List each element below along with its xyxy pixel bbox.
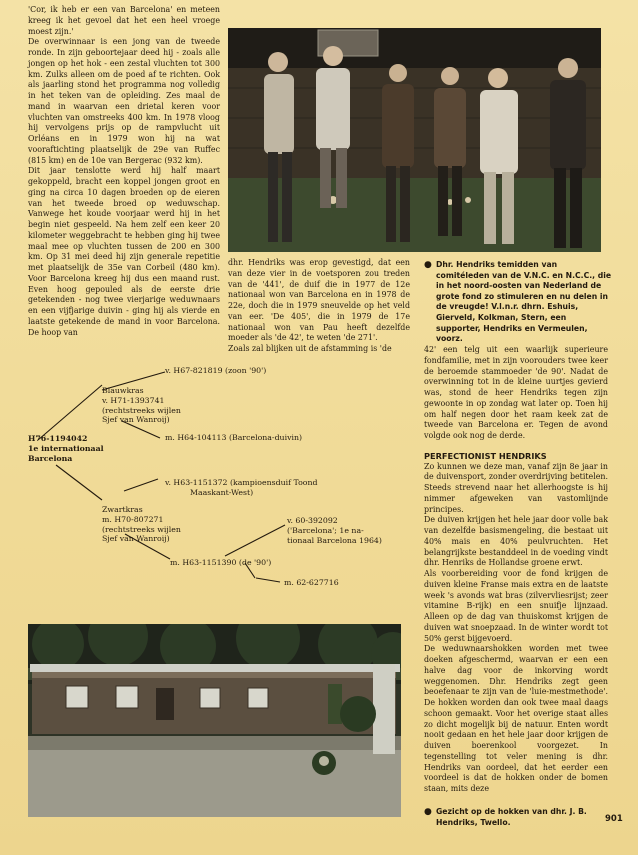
bullet-icon: ●	[424, 807, 432, 817]
pedigree-sire-l4: Sjef van Wanroij)	[102, 415, 170, 425]
col3-para-3: De duiven krijgen het hele jaar door volle bak van dezelfde basismengeling, die bestaat uit 40% mais en 40% peulvruchten. Het belangrijkste bestanddeel in de voeding vindt dhr. Henriks de Hollandse groene erwt.	[424, 515, 608, 568]
pedigree-dam	[102, 505, 181, 544]
pedigree-sire-l3: (rechtstreeks wijlen	[102, 405, 181, 415]
pedigree-dam-l1: Zwartkras	[102, 505, 143, 514]
pedigree-ds-l2: Maaskant-West)	[190, 487, 254, 497]
col3-para-1: 42' een telg uit een waarlijk superieure fondfamilie, met in zijn voorouders twee keer de beroemde stammoeder 'de 90'. Nadat de overwinning tot in de kleine uurtjes gevierd was, stond de heer Hendriks tegen zijn gewoonte in op zondag wat later op. Toen hij om half negen door het raam keek zat de tweede van Barcelona er. Tegen de avond volgde ook nog de derde.	[424, 345, 608, 440]
pedigree-dam-l4: Sjef van Wanroij)	[102, 534, 170, 544]
pedigree-sire-sire: v. H67-821819 (zoon '90')	[165, 366, 267, 375]
col3-para-4: Als voorbereiding voor de fond krijgen de duiven kleine Franse mais extra en de laatste week 's avonds wat bras (zilvervliesrijst; zeer vitamine B-rijk) en een snuifje lijnzaad. Alleen op de dag van thuiskomst krijgen de duiven wat snoepzaad. In de winter wordt tot 50% gerst bijgevoerd.	[424, 569, 608, 643]
col3-para-5: De weduwnaarshokken worden met twee doeken afgeschermd, waarvan er een een halve dag voor de inkorving wordt weggenomen. Dhr. Hendriks zegt geen beoefenaar te zijn van de 'luie-mestmethode'. De hokken worden dan ook twee maal daags schoon gemaakt. Voor het overige staat alles zo dicht mogelijk bij de natuur. Enten wordt nooit gedaan en het hele jaar door krijgen de duiven boerenkool voorgezet. In tegenstelling tot veler mening is dhr. Hendriks van oordeel, dat het eerder een voordeel is dat de hokken onder de bomen staan, mits deze	[424, 644, 608, 793]
pedigree-root	[28, 434, 104, 463]
pedigree-dds-l2: ('Barcelona'; 1e na-	[287, 525, 364, 535]
loft-photo	[28, 624, 401, 817]
pedigree-ds-l1: v. H63-1151372 (kampioensduif Toond	[165, 478, 318, 487]
pedigree-sire-l1: Blauwkras	[102, 386, 144, 395]
col1-para-1: 'Cor, ik heb er een van Barcelona' en meteen kreeg ik het gevoel dat het een heel vroege moest zijn.'	[28, 5, 220, 36]
pedigree-dam-dam-dam: m. 62-627716	[284, 578, 339, 587]
pedigree-sire-l2: v. H71-1393741	[102, 395, 165, 405]
section-heading: PERFECTIONIST HENDRIKS	[424, 450, 547, 461]
col1-para-3: Dit jaar tenslotte werd hij half maart gekoppeld, bracht een koppel jongen groot en ging na circa 10 dagen broeden op de eieren van het tweede broed op weduwschap. Vanwege het koude voorjaar werd hij in het begin niet gespeeld. Na hem zelf een keer 20 kilometer weggebracht te hebben ging hij twee maal mee op vluchten tussen de 200 en 300 km. Op 31 mei deed hij zijn generale repetitie met plaatselijk de 35e van Corbeil (480 km). Voor Barcelona kreeg hij dus een maand rust. Even hoog gepouled als de eerste drie getekenden - nog twee vierjarige weduwnaars en een vijfjarige duivin - ging hij als vierde en laatste getekende de mand in voor Barcelona. De hoop van	[28, 166, 220, 337]
bullet-icon: ●	[424, 260, 432, 270]
col3-para-2: Zo kunnen we deze man, vanaf zijn 8e jaar in de duivensport, zonder overdrijving betitelen. Steeds strevend naar het allerhoogste is hij nimmer afgeweken van vastomlijnde principes.	[424, 461, 609, 514]
col1-para-2: De overwinnaar is een jong van de tweede ronde. In zijn geboortejaar deed hij - zoals alle jongen op het hok - een zestal vluchten tot 300 km. Zulks alleen om de poed af te richten. Ook als jaarling stond het programma nog volledig in het teken van de opleiding. Zes maal de mand in waarvan een drietal keren voor vluchten van omstreeks 400 km. In 1978 vloog hij vervolgens prijs op de rampvlucht uit Orléans en in 1979 won hij na wat vooraftichting plaatselijk de 29e van Ruffec (815 km) en de 10e van Bergerac (932 km).	[28, 37, 220, 165]
pedigree-dam-l2: m. H70-807271	[102, 514, 164, 524]
caption-top-text: Dhr. Hendriks temidden van comitéleden van de V.N.C. en N.C.C., die in het noord-oosten van Nederland de grote fond zo stimuleren en nu delen in de vreugde! V.l.n.r. dhrn. Eshuis, Gierveld, Kolkman, Stern, een supporter, Hendriks en Vermeulen, voorz.	[436, 260, 612, 344]
pedigree-dam-sire	[165, 478, 317, 498]
pedigree-dam-l3: (rechtstreeks wijlen	[102, 524, 181, 534]
pedigree-dam-dam-sire	[287, 516, 382, 545]
col2-para-1: dhr. Hendriks was erop gevestigd, dat een van deze vier in de voetsporen zou treden van de '441', de duif die in 1977 de 12e nationaal won van Barcelona en in 1978 de 22e, doch die in 1979 sneuvelde op het veld van eer. 'De 405', die in 1979 de 17e nationaal won van Pau heeft dezelfde moeder als 'de 42', te weten 'de 271'.	[228, 258, 410, 343]
pedigree-root-ring: H76-1194042	[28, 434, 88, 443]
pedigree-root-l3: Barcelona	[28, 453, 73, 463]
photo-caption-bottom	[424, 807, 594, 828]
page-number: 901	[605, 814, 623, 824]
pedigree-dds-l1: v. 60-392092	[287, 516, 338, 525]
pedigree-dds-l3: tionaal Barcelona 1964)	[287, 535, 382, 545]
pedigree-sire-dam: m. H64-104113 (Barcelona-duivin)	[165, 433, 303, 442]
loft-photo-illustration	[28, 624, 401, 817]
pedigree-root-l2: 1e internationaal	[28, 443, 104, 453]
pedigree-sire	[102, 386, 181, 425]
pedigree-dam-dam: m. H63-1151390 (de '90')	[170, 558, 272, 567]
caption-bottom-text: Gezicht op de hokken van dhr. J. B. Hendriks, Twello.	[436, 807, 587, 827]
col2-para-2: Zoals zal blijken uit de afstamming is 'de	[228, 344, 392, 353]
